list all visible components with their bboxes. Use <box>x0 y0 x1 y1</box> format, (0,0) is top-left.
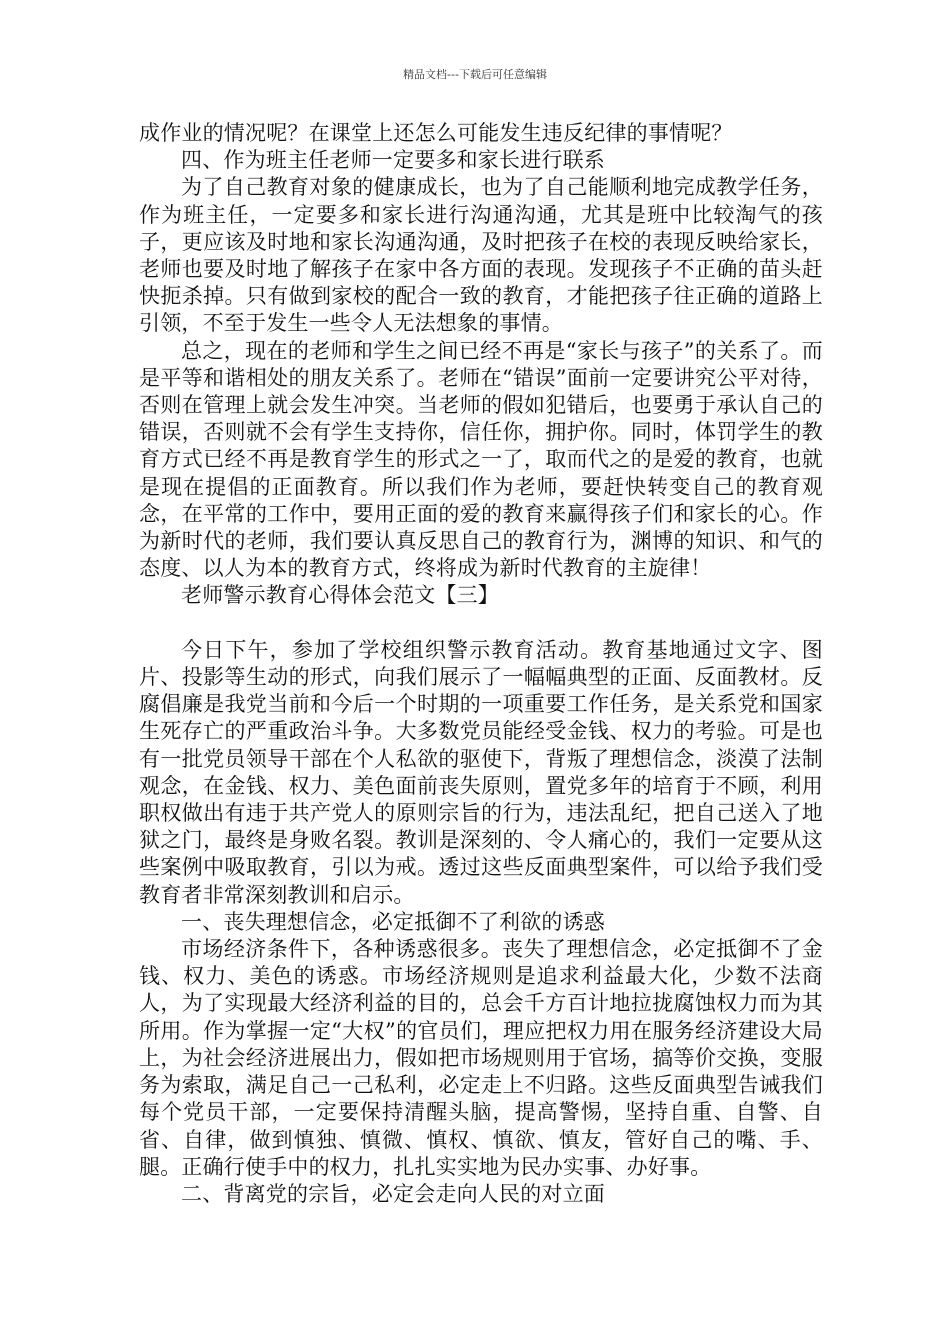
page-header: 精品文档---下载后可任意编辑 <box>403 68 547 81</box>
paragraph-continuation: 成作业的情况呢？在课堂上还怎么可能发生违反纪律的事情呢？ <box>139 121 733 145</box>
paragraph-parent-contact: 为了自己教育对象的健康成长，也为了自己能顺利地完成教学任务，作为班主任，一定要多和家长进行沟通沟通，尤其是班中比较淘气的孩子，更应该及时地和家长沟通沟通，及时把孩子在校的表现反映给家长，老师也要及时地了解孩子在家中各方面的表现。发现孩子不正确的苗头赶快扼杀掉。只有做到家校的配合一致的教育，才能把孩子往正确的道路上引领，不至于发生一些令人无法想象的事情。 <box>139 175 823 336</box>
paragraph-summary: 总之，现在的老师和学生之间已经不再是“家长与孩子”的关系了。而是平等和谐相处的朋友关系了。老师在“错误”面前一定要讲究公平对待，否则在管理上就会发生冲突。当老师的假如犯错后，也要勇于承认自己的错误，否则就不会有学生支持你，信任你，拥护你。同时，体罚学生的教育方式已经不再是教育学生的形式之一了，取而代之的是爱的教育，也就是现在提倡的正面教育。所以我们作为老师，要赶快转变自己的教育观念，在平常的工作中，要用正面的爱的教育来赢得孩子们和家长的心。作为新时代的老师，我们要认真反思自己的教育行为，渊博的知识、和气的态度、以人为本的教育方式，终将成为新时代教育的主旋律！ <box>139 338 823 581</box>
section-heading-4: 四、作为班主任老师一定要多和家长进行联系 <box>181 148 605 173</box>
document-body <box>139 120 823 1208</box>
blank-line <box>139 610 823 637</box>
section-heading-2: 二、背离党的宗旨，必定会走向人民的对立面 <box>181 1181 605 1206</box>
paragraph-intro: 今日下午，参加了学校组织警示教育活动。教育基地通过文字、图片、投影等生动的形式，向我们展示了一幅幅典型的正面、反面教材。反腐倡廉是我党当前和今后一个时期的一项重要工作任务，是关系党和国家生死存亡的严重政治斗争。大多数党员能经受金钱、权力的考验。可是也有一批党员领导干部在个人私欲的驱使下，背叛了理想信念，淡漠了法制观念，在金钱、权力、美色面前丧失原则，置党多年的培育于不顾，利用职权做出有违于共产党人的原则宗旨的行为，违法乱纪，把自己送入了地狱之门，最终是身败名裂。教训是深刻的、令人痛心的，我们一定要从这些案例中吸取教育，引以为戒。透过这些反面典型案件，可以给予我们受教育者非常深刻教训和启示。 <box>139 637 823 907</box>
article-title-3: 老师警示教育心得体会范文【三】 <box>181 583 499 608</box>
section-heading-1: 一、丧失理想信念，必定抵御不了利欲的诱惑 <box>181 909 605 934</box>
paragraph-market-economy: 市场经济条件下，各种诱惑很多。丧失了理想信念，必定抵御不了金钱、权力、美色的诱惑。市场经济规则是追求利益最大化，少数不法商人，为了实现最大经济利益的目的，总会千方百计地拉拢腐蚀权力而为其所用。作为掌握一定“大权”的官员们，理应把权力用在服务经济建设大局上，为社会经济进展出力，假如把市场规则用于官场，搞等价交换，变服务为索取，满足自己一己私利，必定走上不归路。这些反面典型告诫我们每个党员干部，一定要保持清醒头脑，提高警惕，坚持自重、自警、自省、自律，做到慎独、慎微、慎权、慎欲、慎友，管好自己的嘴、手、腿。正确行使手中的权力，扎扎实实地为民办实事、办好事。 <box>139 937 823 1179</box>
